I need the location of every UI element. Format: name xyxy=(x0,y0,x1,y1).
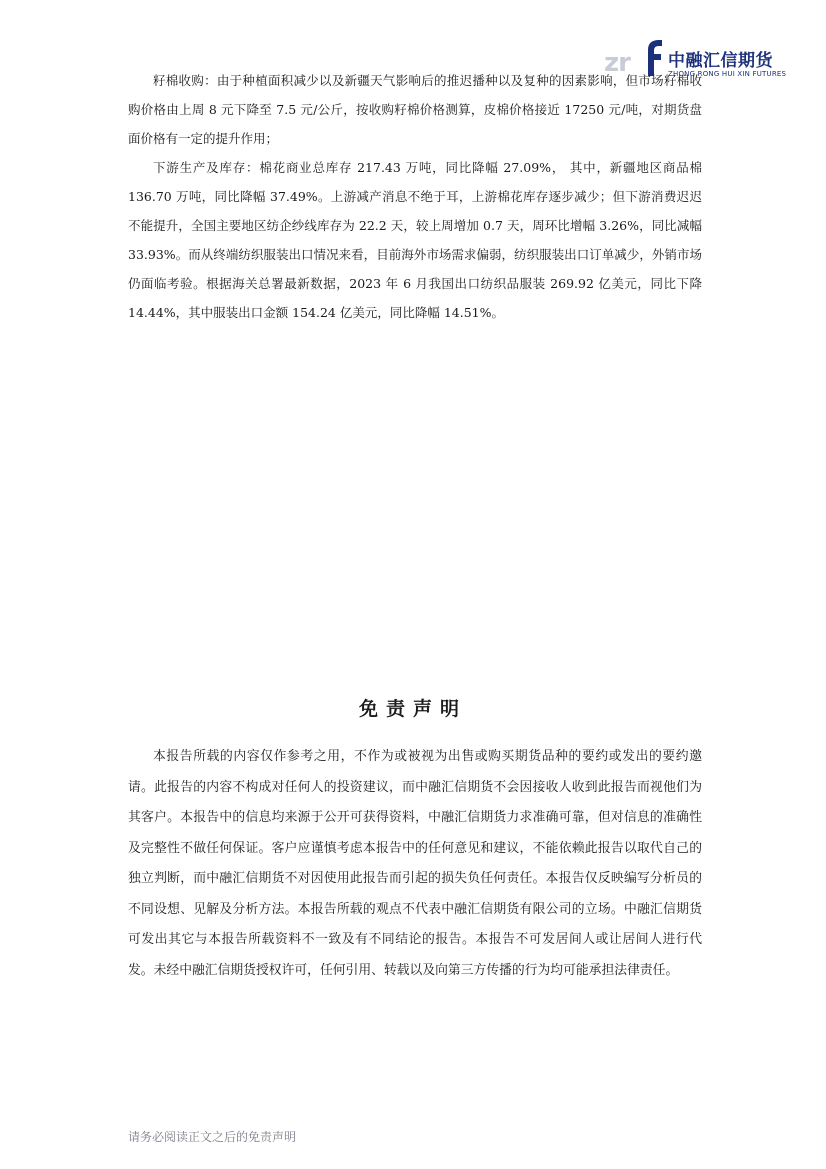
report-body xyxy=(128,66,702,327)
logo-mark-text: zr xyxy=(604,48,630,78)
paragraph-seed-cotton: 籽棉收购：由于种植面积减少以及新疆天气影响后的推迟播种以及复种的因素影响，但市场籽棉收购价格由上周 8 元下降至 7.5 元/公斤，按收购籽棉价格测算，皮棉价格接近 17250 元/吨，对期货盘面价格有一定的提升作用； xyxy=(128,73,702,146)
logo-company-name-en: ZHONG RONG HUI XIN FUTURES xyxy=(668,70,787,78)
paragraph-downstream: 下游生产及库存：棉花商业总库存 217.43 万吨，同比降幅 27.09%， 其中，新疆地区商品棉 136.70 万吨，同比降幅 37.49%。上游减产消息不绝于耳，上游棉花库存逐步减少；但下游消费迟迟不能提升，全国主要地区纺企纱线库存为 22.2 天，较上周增加 0.7 天，周环比增幅 3.26%，同比减幅 33.93%。而从终端纺织服装出口情况来看，目前海外市场需求偏弱，纺织服装出口订单减少，外销市场仍面临考验。根据海关总署最新数据，2023 年 6 月我国出口纺织品服装 269.92 亿美元，同比下降 14.44%，其中服装出口金额 154.24 亿美元，同比降幅 14.51%。 xyxy=(128,160,702,320)
disclaimer-text: 本报告所载的内容仅作参考之用，不作为或被视为出售或购买期货品种的要约或发出的要约邀请。此报告的内容不构成对任何人的投资建议，而中融汇信期货不会因接收人收到此报告而视他们为其客户。本报告中的信息均来源于公开可获得资料，中融汇信期货力求准确可靠，但对信息的准确性及完整性不做任何保证。客户应谨慎考虑本报告中的任何意见和建议，不能依赖此报告以取代自己的独立判断，而中融汇信期货不对因使用此报告而引起的损失负任何责任。本报告仅反映编写分析员的不同设想、见解及分析方法。本报告所载的观点不代表中融汇信期货有限公司的立场。中融汇信期货可发出其它与本报告所载资料不一致及有不同结论的报告。本报告不可发居间人或让居间人进行代发。未经中融汇信期货授权许可，任何引用、转载以及向第三方传播的行为均可能承担法律责任。 xyxy=(128,749,702,978)
disclaimer-section xyxy=(128,742,702,986)
footer-note: 请务必阅读正文之后的免责声明 xyxy=(128,1130,297,1144)
disclaimer-title: 免责声明 xyxy=(358,698,467,720)
logo-company-name: 中融汇信期货 xyxy=(668,51,773,71)
